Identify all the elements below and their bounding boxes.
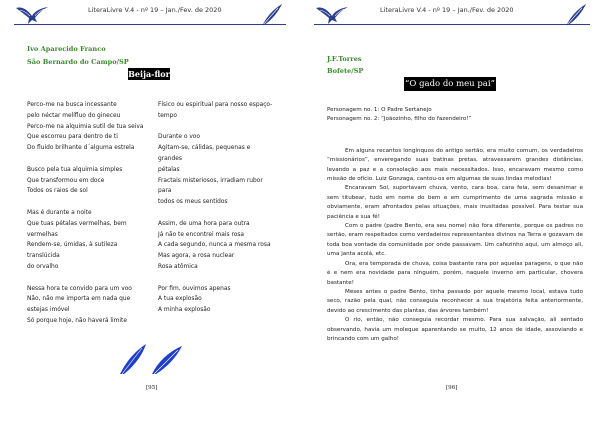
author-name: J.F.Torres (327, 55, 362, 63)
poem-line: translúcida (27, 253, 60, 260)
page-number: [96] (446, 385, 458, 391)
poem-line (27, 197, 152, 208)
poem-line: Nessa hora te convido para um voo (27, 285, 132, 292)
blank-line (327, 125, 583, 147)
eagle-left-icon (14, 4, 50, 26)
poem-line: Perco-me na busca incessante (27, 102, 117, 108)
poem-line: Agitam-se, cálidas, pequenas e (158, 145, 251, 152)
author-place: São Bernardo do Campo/SP (27, 58, 129, 66)
eagle-left-icon (314, 4, 350, 26)
poem-line: A minha explosão (158, 307, 211, 314)
poem-line: Só porque hoje, não haverá limite (27, 317, 127, 324)
paragraph: Em alguns recantos longínquos do antigo sertão, era muito comum, os verdadeiros “missionários”, enveregando suas batinas pretas, atravessarem grandes distâncias, levando a paz e a consolação aos mais necessitados. Isso, encaravam mesmo como missão de ofício. Luiz Gonzaga, cantou-os em algumas de suas lindas melodias! (327, 147, 583, 183)
paragraph: Ora, era temporada de chuva, coisa bastante rara por aquelas paragens, o que não é e nem era novidade para ninguém, porém, naquele inverno em particular, chovera bastante! (327, 260, 583, 286)
paragraph: Meses antes o padre Bento, tinha passado por aquele mesmo local, estava tudo seco, razão pela qual, não conseguia reconhecer a sua trajetória feita anteriormente, devido ao crescimento das plantas, das árvores também! (327, 288, 583, 314)
poem-line: Mas agora, a rosa nuclear (158, 253, 235, 260)
poem-line: Rosa atômica (158, 263, 198, 270)
poem-line: estejas imóvel (27, 307, 70, 314)
poem-line: Por fim, ouvimos apenas (158, 285, 231, 292)
poem-line: Fractais misteriosos, irradiam rubor (158, 177, 263, 184)
author-place: Bofete/SP (327, 67, 364, 75)
poem-line (158, 208, 288, 219)
poem-line: todos os meus sentidos (158, 199, 228, 206)
poem-title: Beija-flor (128, 69, 170, 79)
poem-line (27, 154, 152, 165)
poem-line (158, 122, 288, 133)
author-name: Ivo Aparecido Franco (27, 45, 106, 53)
poem-line: Não, não me importa em nada que (27, 296, 131, 303)
poem-line: Que transformou em doce (27, 177, 105, 184)
character-line: Personagem no. 2: “Joãozinho, filho do fazendeiro!” (327, 116, 472, 123)
poem-column-1 (27, 100, 152, 327)
paragraph: O rio, então, não conseguia recordar mesmo. Para sua salvação, ali sentado observando, havia um moleque aparentando se muito, 12 anos de idade, assoviando e brincando com um galho! (327, 317, 583, 342)
poem-line: Já não te encontrei mais rosa (158, 231, 245, 238)
poem-line: A cada segundo, nunca a mesma rosa (158, 242, 271, 249)
poem-line: pelo néctar melífluo do gineceu (27, 112, 121, 119)
poem-line: Perco-me na alquimia sutil de tua seiva (27, 123, 144, 130)
poem-line: vermelhas (27, 231, 58, 238)
journal-header: LiteraLivre V.4 - nº 19 – Jan./Fev. de 2020 (88, 6, 222, 14)
poem-line: grandes (158, 155, 182, 162)
story-text (327, 106, 583, 344)
blue-feathers-decoration (116, 340, 188, 376)
journal-header: LiteraLivre V.4 - nº 19 – Jan./Fev. de 2020 (380, 6, 514, 14)
poem-column-2 (158, 100, 288, 316)
poem-line: Físico ou espiritual para nosso espaço- (158, 102, 273, 108)
poem-line: Que escorreu para dentro de ti (27, 134, 118, 141)
story-title: “O gado do meu pai” (405, 79, 495, 89)
poem-line: para (158, 188, 172, 195)
poem-line: Que tuas pétalas vermelhas, bem (27, 220, 127, 227)
poem-line: Do fluido brilhante d´alguma estrela (27, 145, 135, 152)
poem-line: pétalas (158, 166, 180, 173)
poem-line (27, 273, 152, 284)
paragraph: Encaravam Sol, suportavam chuva, vento, cara boa, cara feia, sem desanimar e sem titubear, tudo em nome do bem e em cumprimento de uma sagrada missão e obviamente, eram afrontados pelas situações, mais inusitadas possível. Para testar sua paciência e sua fé! (327, 185, 583, 220)
poem-line: A tua explosão (158, 296, 202, 303)
poem-line: do orvalho (27, 263, 59, 270)
poem-line: Busco pela tua alquimia simples (27, 166, 123, 173)
right-page (300, 0, 600, 424)
poem-line: Durante o voo (158, 134, 201, 141)
poem-line: Assim, de uma hora para outra (158, 220, 250, 227)
poem-line: Mas é durante a noite (27, 209, 92, 216)
poem-line: Rendem-se, úmidas, à sutileza (27, 242, 118, 249)
paragraph: Com o padre (padre Bento, era seu nome) não fora diferente, porque os padres no sertão, eram respeitados como verdadeiros representantes divinos na Terra e gozavam de toda boa vontade da comunidade por onde passavam. Um cafezinho aqui, um almoço ali, uma janta acolá, etc. (327, 223, 583, 258)
page-number: [95] (146, 385, 158, 391)
poem-line (158, 273, 288, 284)
header-rule (314, 24, 590, 25)
poem-line: Todos os raios de sol (27, 188, 88, 195)
character-line: Personagem no. 1: O Padre Sertanejo (327, 107, 432, 113)
poem-line: tempo (158, 112, 178, 119)
header-rule (14, 24, 286, 25)
